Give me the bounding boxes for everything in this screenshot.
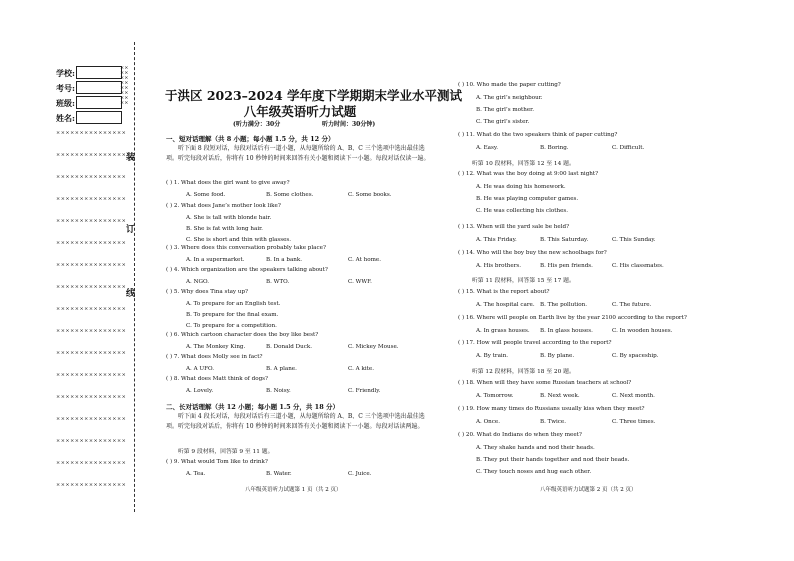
option-11b: B. Boring. (540, 145, 569, 151)
question-6: ( ) 6. Which cartoon character does the boy like best? (166, 332, 319, 338)
option-6b: B. Donald Duck. (266, 344, 312, 350)
cross-mark-row: ××××××××××××××× (56, 394, 127, 400)
option-18a: A. Tomorrow. (476, 393, 514, 399)
option-14b: B. His pen friends. (540, 263, 593, 269)
option-10c: C. The girl’s sister. (476, 119, 530, 125)
option-18c: C. Next month. (612, 393, 655, 399)
question-2: ( ) 2. What does Jane’s mother look like? (166, 203, 281, 209)
cross-mark-row: ××××××××××××××× (56, 218, 127, 224)
question-16: ( ) 16. Where will people on Earth live by the year 2100 according to the report? (458, 315, 687, 321)
option-16a: A. In grass houses. (476, 328, 530, 334)
option-13c: C. This Sunday. (612, 237, 656, 243)
option-5b: B. To prepare for the final exam. (186, 312, 279, 318)
option-2c: C. She is short and thin with glasses. (186, 237, 292, 243)
option-16b: B. In glass houses. (540, 328, 593, 334)
name-field[interactable] (76, 111, 122, 124)
option-15c: C. The future. (612, 302, 652, 308)
option-6a: A. The Monkey King. (186, 344, 246, 350)
option-3a: A. In a supermarket. (186, 257, 245, 263)
option-11c: C. Difficult. (612, 145, 645, 151)
option-4a: A. NGO. (186, 279, 209, 285)
cross-mark-row: ××××××××××××××× (56, 350, 127, 356)
option-1c: C. Some books. (348, 192, 392, 198)
option-20a: A. They shake hands and nod their heads. (476, 445, 595, 451)
school-label: 学校: (56, 68, 75, 78)
question-8: ( ) 8. What does Matt think of dogs? (166, 376, 269, 382)
footer-page-2: 八年级英语听力试题第 2 页（共 2 页） (540, 487, 637, 493)
option-13b: B. This Saturday. (540, 237, 589, 243)
cross-mark-row: ××××××××××××××× (56, 416, 127, 422)
footer-page-1: 八年级英语听力试题第 1 页（共 2 页） (245, 487, 342, 493)
question-12: ( ) 12. What was the boy doing at 9:00 last night? (458, 171, 599, 177)
question-14: ( ) 14. Who will the boy buy the new schoolbags for? (458, 250, 607, 256)
option-5c: C. To prepare for a competition. (186, 323, 277, 329)
section2-instruction: 听下面 4 段长对话，每段对话后有三道小题，从每题所给的 A、B、C 三个选项中选出最佳选项。听完每段对话后，你将有 10 秒钟的时间来回答有关小题和阅读下一小题。每段对话读两遍。 (166, 413, 425, 430)
question-18: ( ) 18. When will they have some Russian teachers at school? (458, 380, 632, 386)
cross-mark-row: ××××××××××××××× (56, 174, 127, 180)
exam-number-field[interactable] (76, 81, 122, 94)
option-20b: B. They put their hands together and nod their heads. (476, 457, 630, 463)
option-10b: B. The girl’s mother. (476, 107, 535, 113)
question-19: ( ) 19. How many times do Russians usually kiss when they meet? (458, 406, 645, 412)
question-10: ( ) 10. Who made the paper cutting? (458, 82, 561, 88)
option-14a: A. His brothers. (476, 263, 522, 269)
question-13: ( ) 13. When will the yard sale be held? (458, 224, 570, 230)
option-12a: A. He was doing his homework. (476, 184, 566, 190)
exam-title: 于洪区 2023–2024 学年度下学期期末学业水平测试 (165, 88, 463, 103)
question-4: ( ) 4. Which organization are the speakers talking about? (166, 267, 328, 273)
option-7a: A. A UFO. (186, 366, 215, 372)
time-info: 听力时间：30分钟) (322, 121, 376, 128)
option-12b: B. He was playing computer games. (476, 196, 579, 202)
binder-char-1: 装 (126, 153, 136, 163)
cross-mark-row: ××××××××××××××× (56, 284, 127, 290)
option-9b: B. Water. (266, 471, 292, 477)
option-7b: B. A plane. (266, 366, 297, 372)
cross-mark-row: ××××××××××××××× (56, 262, 127, 268)
question-17: ( ) 17. How will people travel according to the report? (458, 340, 612, 346)
option-3b: B. In a bank. (266, 257, 303, 263)
note-passage-9: 听第 9 段材料，回答第 9 至 11 题。 (178, 449, 274, 455)
option-19b: B. Twice. (540, 419, 566, 425)
option-4c: C. WWF. (348, 279, 372, 285)
option-1b: B. Some clothes. (266, 192, 314, 198)
question-20: ( ) 20. What do Indians do when they meet? (458, 432, 582, 438)
score-info: (听力满分：30分 (233, 121, 281, 128)
school-field[interactable] (76, 66, 122, 79)
question-5: ( ) 5. Why does Tina stay up? (166, 289, 249, 295)
question-1: ( ) 1. What does the girl want to give away? (166, 180, 290, 186)
option-5a: A. To prepare for an English test. (186, 301, 281, 307)
binding-line (134, 42, 135, 512)
option-15b: B. The pollution. (540, 302, 588, 308)
exam-number-label: 考号: (56, 83, 75, 93)
cross-mark-row: ××××××××××××××× (56, 460, 127, 466)
exam-subtitle: 八年级英语听力试题 (243, 104, 357, 119)
option-11a: A. Easy. (476, 145, 499, 151)
question-9: ( ) 9. What would Tom like to drink? (166, 459, 268, 465)
section1-instruction: 听下面 8 段短对话，每段对话后有一道小题，从每题所给的 A、B、C 三个选项中选出最佳选项。听完每段对话后，你将有 10 秒钟的时间来回答有关小题和阅读下一小题。每段对话仅读一遍。 (166, 145, 430, 162)
cross-mark-row: ××××××××××××××× (56, 372, 127, 378)
cross-mark-row: ××××××××××××××× (56, 328, 127, 334)
section2-heading: 二、长对话理解（共 12 小题；每小题 1.5 分，共 18 分） (166, 403, 339, 411)
option-7c: C. A kite. (348, 366, 374, 372)
option-3c: C. At home. (348, 257, 381, 263)
option-9c: C. Juice. (348, 471, 372, 477)
cross-mark-row: ××××××××××××××× (56, 152, 127, 158)
option-6c: C. Mickey Mouse. (348, 344, 399, 350)
name-label: 姓名: (56, 113, 75, 123)
option-1a: A. Some food. (186, 192, 226, 198)
question-3: ( ) 3. Where does this conversation probably take place? (166, 245, 326, 251)
cross-marks-column: ×× ×× ×× ×× ×× ×× ×× ×× (120, 65, 129, 106)
option-8a: A. Lovely. (186, 388, 214, 394)
option-18b: B. Next week. (540, 393, 580, 399)
option-9a: A. Tea. (186, 471, 206, 477)
question-15: ( ) 15. What is the report about? (458, 289, 550, 295)
option-4b: B. WTO. (266, 279, 290, 285)
note-note11: 听第 11 段材料，回答第 15 至 17 题。 (472, 278, 575, 284)
section1-heading: 一、短对话理解（共 8 小题；每小题 1.5 分，共 12 分） (166, 135, 335, 143)
option-16c: C. In wooden houses. (612, 328, 673, 334)
class-label: 班级: (56, 98, 75, 108)
cross-mark-row: ××××××××××××××× (56, 196, 127, 202)
option-13a: A. This Friday. (476, 237, 517, 243)
class-field[interactable] (76, 96, 122, 109)
option-2b: B. She is fat with long hair. (186, 226, 263, 232)
option-10a: A. The girl’s neighbour. (476, 95, 543, 101)
note-note10: 听第 10 段材料，回答第 12 至 14 题。 (472, 161, 575, 167)
option-17a: A. By train. (476, 353, 509, 359)
option-17b: B. By plane. (540, 353, 575, 359)
note-note12: 听第 12 段材料，回答第 18 至 20 题。 (472, 369, 575, 375)
binder-char-3: 线 (126, 289, 136, 299)
option-19a: A. Once. (476, 419, 501, 425)
cross-mark-row: ××××××××××××××× (56, 240, 127, 246)
question-7: ( ) 7. What does Molly see in fact? (166, 354, 263, 360)
option-15a: A. The hospital care. (476, 302, 535, 308)
question-11: ( ) 11. What do the two speakers think of paper cutting? (458, 132, 618, 138)
cross-mark-row: ××××××××××××××× (56, 438, 127, 444)
option-17c: C. By spaceship. (612, 353, 659, 359)
option-12c: C. He was collecting his clothes. (476, 208, 569, 214)
option-20c: C. They touch noses and hug each other. (476, 469, 592, 475)
option-19c: C. Three times. (612, 419, 656, 425)
option-2a: A. She is tall with blonde hair. (186, 215, 272, 221)
option-8c: C. Friendly. (348, 388, 381, 394)
cross-mark-row: ××××××××××××××× (56, 482, 127, 488)
binder-char-2: 订 (126, 225, 136, 235)
cross-mark-row: ××××××××××××××× (56, 130, 127, 136)
cross-mark-row: ××××××××××××××× (56, 306, 127, 312)
option-14c: C. His classmates. (612, 263, 664, 269)
option-8b: B. Noisy. (266, 388, 291, 394)
